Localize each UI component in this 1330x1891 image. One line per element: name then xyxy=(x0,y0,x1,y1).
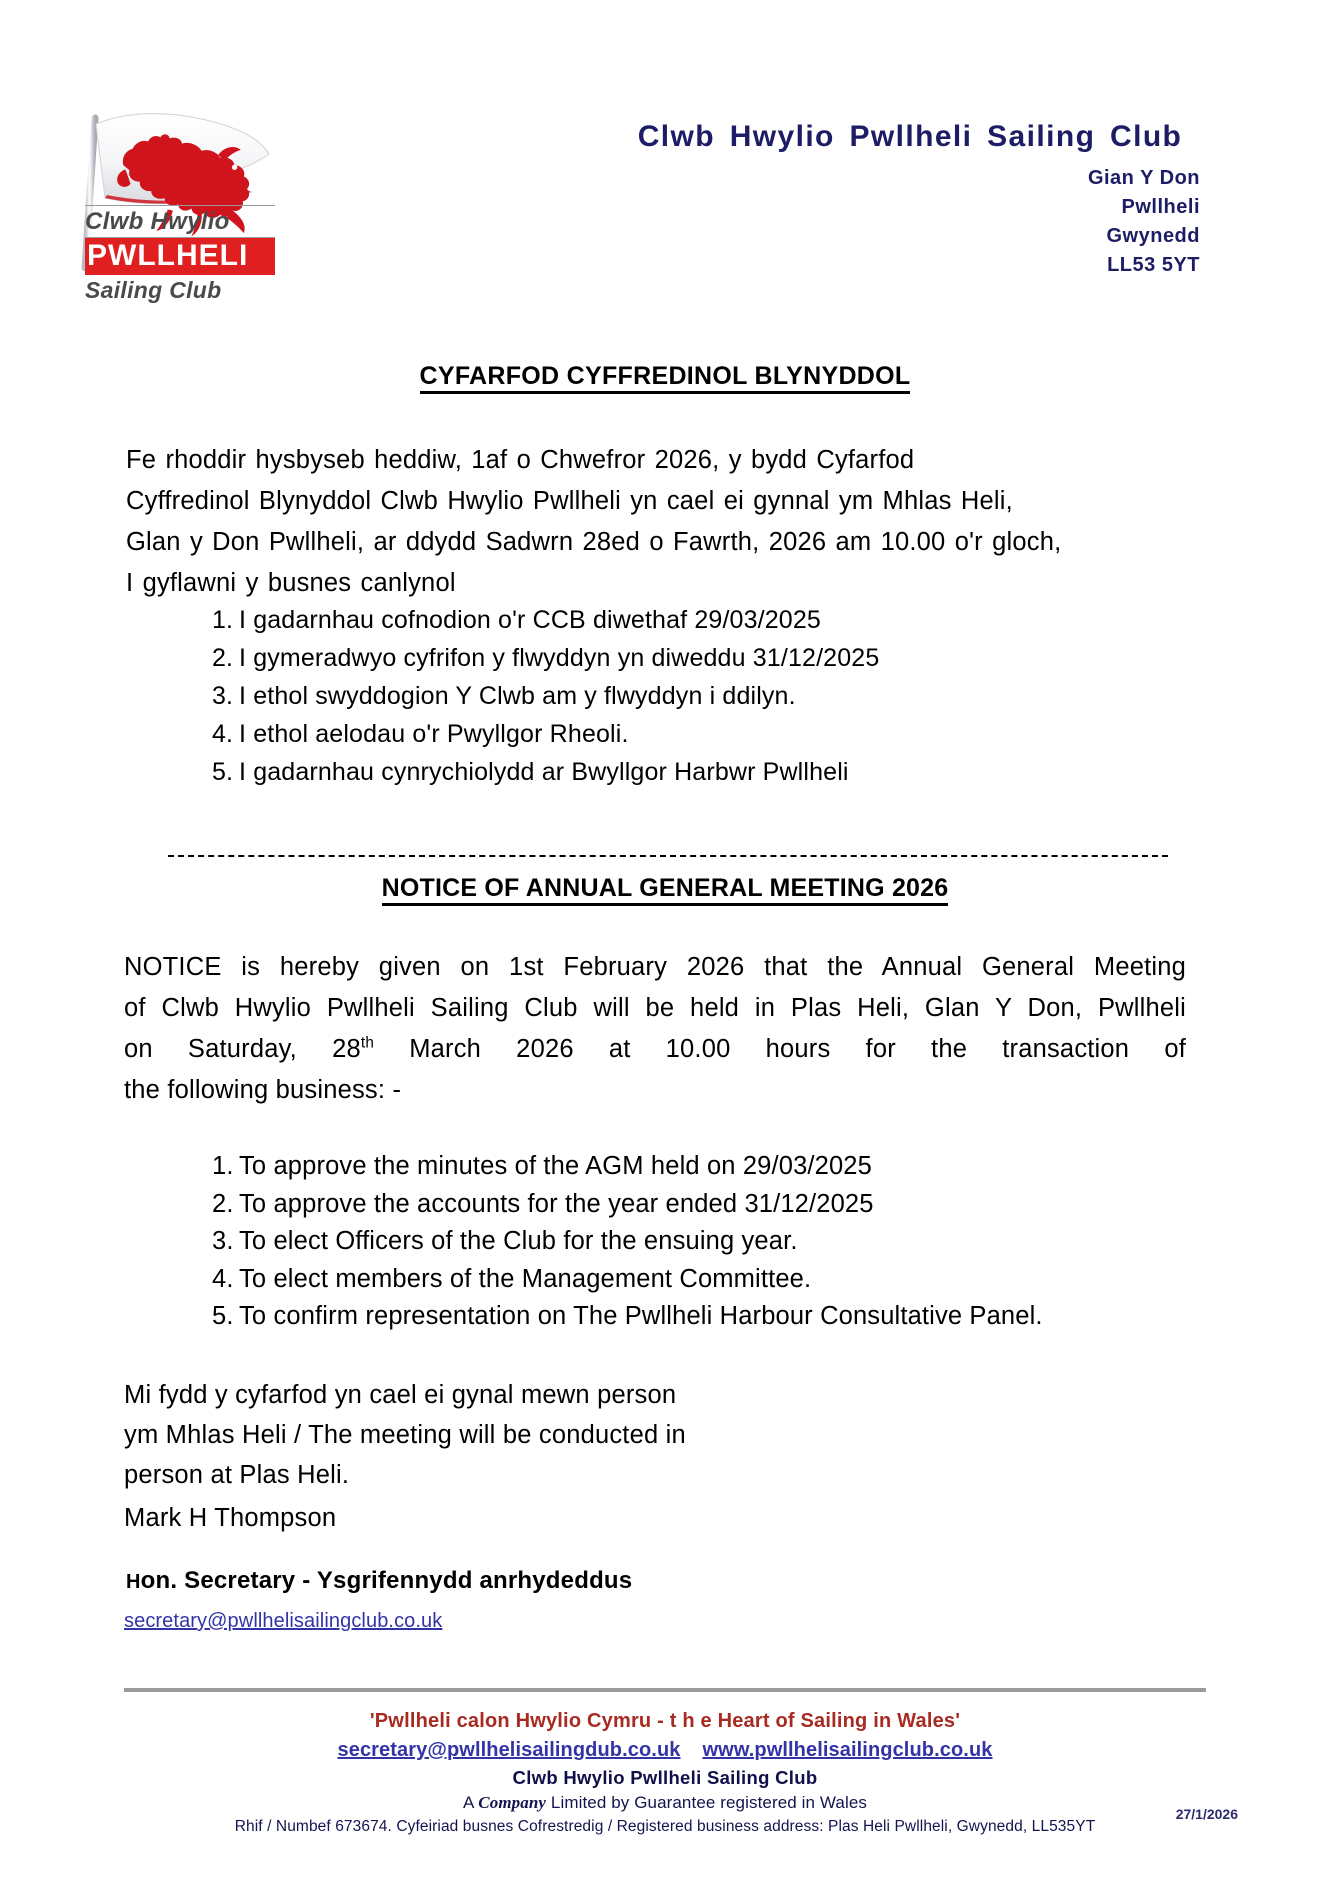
list-item-number: 1. xyxy=(212,1152,234,1180)
welsh-agenda-list xyxy=(212,601,1212,791)
list-item-number: 4. xyxy=(212,1264,234,1293)
list-item-number: 1. xyxy=(212,606,234,634)
signatory-title xyxy=(126,1567,632,1595)
ordinal-suffix: th xyxy=(360,1034,375,1052)
document-header xyxy=(0,92,1330,302)
closing-paragraph xyxy=(124,1375,1024,1495)
list-item xyxy=(212,753,1212,791)
list-item xyxy=(212,639,1212,677)
welsh-heading-text: CYFARFOD CYFFREDINOL BLYNYDDOL xyxy=(420,362,911,394)
list-item-text: I gadarnhau cofnodion o'r CCB diwethaf 29/03/2025 xyxy=(239,606,821,634)
logo-line-1: Clwb Hwylio xyxy=(85,205,275,238)
line3-after: March 2026 at 10.00 hours for the transaction of xyxy=(374,1035,1186,1063)
list-item-text: I gadarnhau cynrychiolydd ar Bwyllgor Harbwr Pwllheli xyxy=(239,758,849,786)
english-paragraph-line: the following business: - xyxy=(124,1076,402,1104)
page-title: Clwb Hwylio Pwllheli Sailing Club xyxy=(637,120,1183,153)
list-item xyxy=(212,1186,1242,1224)
list-item-number: 2. xyxy=(212,1189,234,1218)
list-item-number: 3. xyxy=(212,1227,234,1255)
welsh-paragraph xyxy=(126,440,1186,604)
english-heading xyxy=(0,874,1330,903)
list-item xyxy=(212,677,1212,715)
list-item xyxy=(212,1261,1242,1299)
club-address xyxy=(700,164,1200,280)
company-emphasis: Company xyxy=(478,1793,547,1812)
address-line-1: Gian Y Don xyxy=(1087,167,1200,189)
list-item-text: I ethol swyddogion Y Clwb am y flwyddyn i ddilyn. xyxy=(239,682,796,710)
english-paragraph-line-ordinal xyxy=(124,1029,1186,1070)
closing-line: person at Plas Heli. xyxy=(124,1461,350,1489)
footer-links xyxy=(0,1739,1330,1762)
footer-website-link[interactable]: www.pwllhelisailingclub.co.uk xyxy=(702,1739,993,1761)
signatory-name: Mark H Thompson xyxy=(124,1504,337,1532)
list-item-text: To confirm representation on The Pwllheli Harbour Consultative Panel. xyxy=(239,1302,1043,1330)
address-line-2: Pwllheli xyxy=(1121,196,1200,218)
welsh-heading xyxy=(0,362,1330,391)
list-item xyxy=(212,715,1212,753)
list-item-number: 5. xyxy=(212,1302,234,1330)
list-item-number: 2. xyxy=(212,644,234,672)
footer-company-line xyxy=(0,1793,1330,1813)
list-item-text: To approve the accounts for the year ended 31/12/2025 xyxy=(239,1189,874,1218)
address-line-3: Gwynedd xyxy=(1106,225,1200,247)
english-agenda-list xyxy=(212,1148,1242,1336)
club-logo xyxy=(55,100,285,303)
footer-registration: Rhif / Numbef 673674. Cyfeiriad busnes Cofrestredig / Registered business address: Plas Heli Pwllheli, Gwynedd, LL535YT xyxy=(234,1818,1096,1835)
logo-line-3: Sailing Club xyxy=(85,277,222,303)
company-post: Limited by Guarantee registered in Wales xyxy=(546,1793,868,1812)
line3-before: on Saturday, 28 xyxy=(124,1035,361,1063)
logo-wordmark xyxy=(85,205,275,304)
secretary-email-link[interactable]: secretary@pwllhelisailingclub.co.uk xyxy=(124,1610,443,1632)
list-item-number: 3. xyxy=(212,682,234,710)
list-item-number: 5. xyxy=(212,758,234,786)
document-footer xyxy=(0,1700,1330,1836)
address-line-4: LL53 5YT xyxy=(1107,254,1200,276)
list-item-text: I gymeradwyo cyfrifon y flwyddyn yn diweddu 31/12/2025 xyxy=(239,644,880,672)
signatory-title-rest: on. Secretary - Ysgrifennydd anrhydeddus xyxy=(140,1567,633,1594)
footer-email-link[interactable]: secretary@pwllhelisailingdub.co.uk xyxy=(337,1739,681,1761)
footer-tagline: 'Pwllheli calon Hwylio Cymru - t h e Heart of Sailing in Wales' xyxy=(369,1710,961,1732)
signatory-title-initial: H xyxy=(126,1571,141,1593)
welsh-paragraph-line: Fe rhoddir hysbyseb heddiw, 1af o Chwefror 2026, y bydd Cyfarfod xyxy=(126,446,915,474)
list-item xyxy=(212,601,1212,639)
english-paragraph-line: NOTICE is hereby given on 1st February 2026 that the Annual General Meeting xyxy=(124,953,1186,981)
footer-datestamp: 27/1/2026 xyxy=(1175,1806,1238,1822)
english-heading-text: NOTICE OF ANNUAL GENERAL MEETING 2026 xyxy=(382,874,949,906)
list-item xyxy=(212,1223,1242,1261)
section-divider xyxy=(168,855,1168,857)
list-item-number: 4. xyxy=(212,720,234,748)
welsh-paragraph-line: Cyffredinol Blynyddol Clwb Hwylio Pwllheli yn cael ei gynnal ym Mhlas Heli, xyxy=(126,487,1013,515)
english-paragraph-line: of Clwb Hwylio Pwllheli Sailing Club will be held in Plas Heli, Glan Y Don, Pwllheli xyxy=(124,994,1186,1022)
list-item-text: To elect members of the Management Committee. xyxy=(239,1264,812,1293)
list-item xyxy=(212,1298,1242,1336)
list-item-text: To elect Officers of the Club for the ensuing year. xyxy=(239,1227,798,1255)
list-item xyxy=(212,1148,1242,1186)
list-item-text: I ethol aelodau o'r Pwyllgor Rheoli. xyxy=(239,720,629,748)
welsh-paragraph-line: Glan y Don Pwllheli, ar ddydd Sadwrn 28ed o Fawrth, 2026 am 10.00 o'r gloch, xyxy=(126,528,1062,556)
english-paragraph xyxy=(124,947,1186,1111)
closing-line: ym Mhlas Heli / The meeting will be conducted in xyxy=(124,1421,686,1449)
company-pre: A xyxy=(462,1793,479,1812)
footer-divider xyxy=(124,1688,1206,1692)
footer-club-name: Clwb Hwylio Pwllheli Sailing Club xyxy=(512,1767,818,1788)
closing-line: Mi fydd y cyfarfod yn cael ei gynal mewn person xyxy=(124,1381,677,1409)
list-item-text: To approve the minutes of the AGM held on 29/03/2025 xyxy=(239,1152,872,1180)
welsh-paragraph-line: I gyflawni y busnes canlynol xyxy=(126,569,456,597)
logo-line-2: PWLLHELI xyxy=(85,238,275,275)
